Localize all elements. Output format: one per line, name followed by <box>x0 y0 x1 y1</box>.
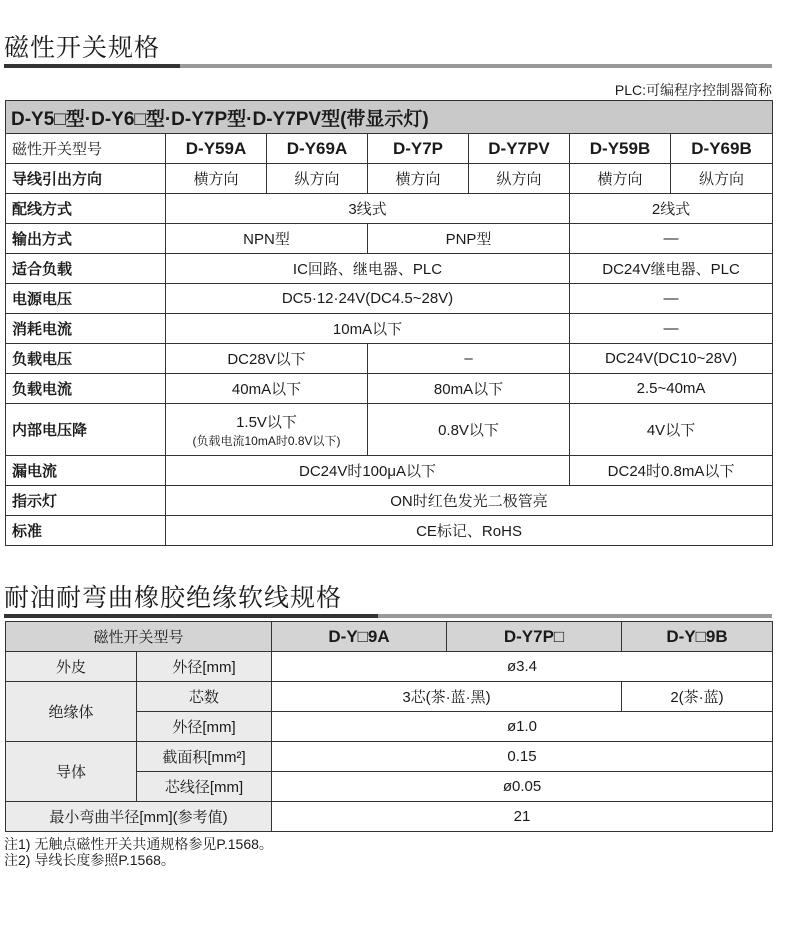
row-label: 电源电压 <box>6 284 166 314</box>
footnote: 注1) 无触点磁性开关共通规格参见P.1568。 <box>4 836 273 852</box>
plc-note: PLC:可编程序控制器简称 <box>614 82 772 98</box>
table-cell: 2.5~40mA <box>570 374 773 404</box>
model-cell: D-Y7P <box>368 134 469 164</box>
model-cell: D-Y59B <box>570 134 671 164</box>
footnote: 注2) 导线长度参照P.1568。 <box>4 852 175 868</box>
table-row <box>6 194 773 224</box>
row-label: 最小弯曲半径[mm](参考值) <box>6 802 272 832</box>
row-label: 芯线径[mm] <box>137 772 272 802</box>
table-cell: DC24时0.8mA以下 <box>570 456 773 486</box>
table-cell: CE标记、RoHS <box>166 516 773 546</box>
table-title: D-Y5□型·D-Y6□型·D-Y7P型·D-Y7PV型(带显示灯) <box>6 101 773 134</box>
row-label: 外径[mm] <box>137 712 272 742</box>
table-row <box>6 314 773 344</box>
model-cell: D-Y□9A <box>272 622 447 652</box>
row-label: 消耗电流 <box>6 314 166 344</box>
row-label: 内部电压降 <box>6 404 166 456</box>
table-row <box>6 134 773 164</box>
table-cell: DC5·12·24V(DC4.5~28V) <box>166 284 570 314</box>
table-cell: 40mA以下 <box>166 374 368 404</box>
table-row <box>6 404 773 456</box>
table-cell: ø1.0 <box>272 712 773 742</box>
group-label: 外皮 <box>6 652 137 682</box>
table-cell: ON时红色发光二极管亮 <box>166 486 773 516</box>
table-row <box>6 802 773 832</box>
table-cell: 2(茶·蓝) <box>622 682 773 712</box>
table-cell: 横方向 <box>166 164 267 194</box>
table-row <box>6 254 773 284</box>
cable-spec-table <box>5 621 773 832</box>
row-label: 标准 <box>6 516 166 546</box>
title-underline <box>4 614 378 618</box>
header-label: 磁性开关型号 <box>6 622 272 652</box>
table-cell: — <box>570 224 773 254</box>
table-row <box>6 682 773 712</box>
table-cell: DC24V继电器、PLC <box>570 254 773 284</box>
switch-spec-table <box>5 100 773 546</box>
table-row <box>6 374 773 404</box>
section-title-switch-specs: 磁性开关规格 <box>4 34 161 62</box>
group-label: 绝缘体 <box>6 682 137 742</box>
row-label: 截面积[mm²] <box>137 742 272 772</box>
table-row <box>6 224 773 254</box>
cell-sub-text: (负载电流10mA时0.8V以下) <box>192 433 341 448</box>
table-cell: 80mA以下 <box>368 374 570 404</box>
table-cell: 0.8V以下 <box>368 404 570 456</box>
title-rule <box>180 64 772 68</box>
table-cell: 2线式 <box>570 194 773 224</box>
table-cell <box>166 404 368 456</box>
table-row <box>6 486 773 516</box>
table-cell: 横方向 <box>368 164 469 194</box>
table-cell: 3芯(茶·蓝·黑) <box>272 682 622 712</box>
row-label: 配线方式 <box>6 194 166 224</box>
title-rule <box>378 614 772 618</box>
row-label: 输出方式 <box>6 224 166 254</box>
footnotes <box>4 836 273 868</box>
model-cell: D-Y7P□ <box>447 622 622 652</box>
table-cell: 横方向 <box>570 164 671 194</box>
table-row <box>6 456 773 486</box>
table-cell: DC24V时100μA以下 <box>166 456 570 486</box>
table-header-row <box>6 622 773 652</box>
row-label: 指示灯 <box>6 486 166 516</box>
table-cell: PNP型 <box>368 224 570 254</box>
table-cell: DC28V以下 <box>166 344 368 374</box>
table-cell: 纵方向 <box>469 164 570 194</box>
table-cell: ø3.4 <box>272 652 773 682</box>
row-label: 外径[mm] <box>137 652 272 682</box>
table-cell: — <box>570 314 773 344</box>
title-underline <box>4 64 180 68</box>
model-cell: D-Y69A <box>267 134 368 164</box>
row-label: 磁性开关型号 <box>6 134 166 164</box>
table-title-row <box>6 101 773 134</box>
table-cell: 21 <box>272 802 773 832</box>
model-cell: D-Y69B <box>671 134 773 164</box>
row-label: 负载电流 <box>6 374 166 404</box>
table-cell: — <box>570 284 773 314</box>
table-row <box>6 164 773 194</box>
table-row <box>6 652 773 682</box>
model-cell: D-Y59A <box>166 134 267 164</box>
table-cell: 3线式 <box>166 194 570 224</box>
cell-main-text: 1.5V以下 <box>236 413 297 431</box>
table-cell: 10mA以下 <box>166 314 570 344</box>
table-cell: 纵方向 <box>267 164 368 194</box>
table-cell: ø0.05 <box>272 772 773 802</box>
table-cell: – <box>368 344 570 374</box>
model-cell: D-Y7PV <box>469 134 570 164</box>
row-label: 芯数 <box>137 682 272 712</box>
row-label: 导线引出方向 <box>6 164 166 194</box>
table-cell: DC24V(DC10~28V) <box>570 344 773 374</box>
table-row <box>6 742 773 772</box>
section-title-cable-specs: 耐油耐弯曲橡胶绝缘软线规格 <box>4 584 343 612</box>
table-cell: 0.15 <box>272 742 773 772</box>
row-label: 负载电压 <box>6 344 166 374</box>
table-cell: NPN型 <box>166 224 368 254</box>
table-row <box>6 516 773 546</box>
table-row <box>6 284 773 314</box>
table-cell: IC回路、继电器、PLC <box>166 254 570 284</box>
table-row <box>6 344 773 374</box>
row-label: 漏电流 <box>6 456 166 486</box>
model-cell: D-Y□9B <box>622 622 773 652</box>
table-cell: 4V以下 <box>570 404 773 456</box>
table-cell: 纵方向 <box>671 164 773 194</box>
group-label: 导体 <box>6 742 137 802</box>
row-label: 适合负载 <box>6 254 166 284</box>
